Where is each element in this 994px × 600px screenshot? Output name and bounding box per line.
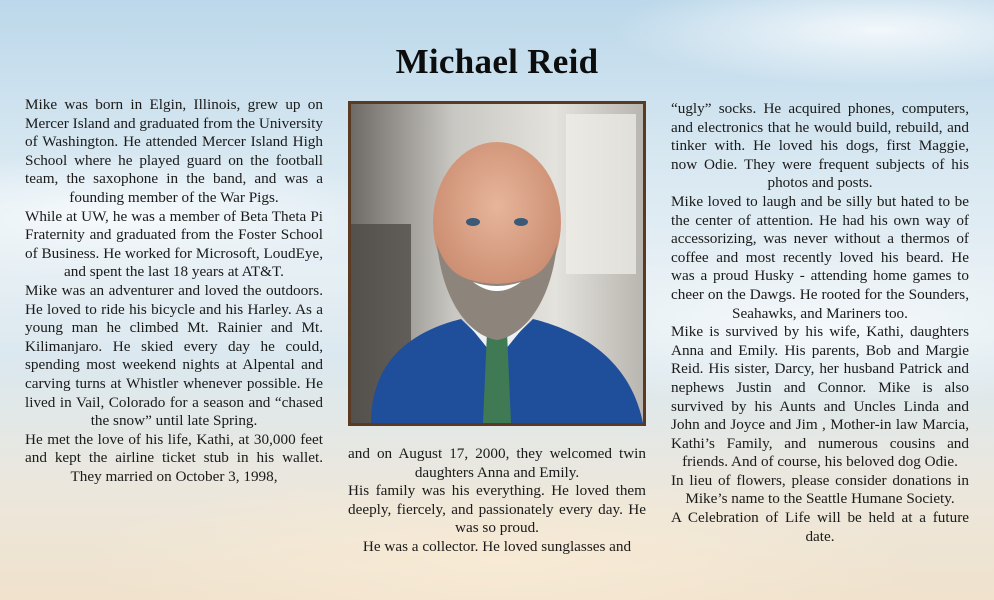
portrait-illustration: [351, 104, 643, 423]
window-panel: [566, 114, 636, 274]
paragraph: Mike was an adventurer and loved the outdoors. He loved to ride his bicycle and his Harley. As a young man he climbed Mt. Rainier and Mt. Kilimanjaro. He skied every day he could, spending most weekend nights at Alpental and carving turns at Whistler whenever possible. He lived in Vail, Colorado for a season and “chased the snow” until late Spring.: [25, 281, 323, 430]
left-eye: [466, 218, 480, 226]
right-eye: [514, 218, 528, 226]
tie: [483, 332, 511, 423]
paragraph: Mike is survived by his wife, Kathi, daughters Anna and Emily. His parents, Bob and Margie Reid. His sister, Darcy, her husband Patrick and nephews Justin and Connor. Mike is also survived by his Aunts and Uncles Linda and John and Joyce and Jim , Mother-in law Marcia, Kathi’s Family, and numerous cousins and friends. And of course, his beloved dog Odie.: [671, 323, 969, 471]
paragraph: In lieu of flowers, please consider donations in Mike’s name to the Seattle Humane Society.: [671, 471, 969, 508]
paragraph: Mike was born in Elgin, Illinois, grew up on Mercer Island and graduated from the University of Washington. He attended Mercer Island High School where he played guard on the football team, the saxophone in the band, and was a founding member of the War Pigs.: [25, 96, 323, 206]
paragraph: He was a collector. He loved sunglasses and: [362, 537, 632, 555]
paragraph: A Celebration of Life will be held at a future date.: [671, 509, 969, 545]
right-column: [671, 100, 969, 546]
left-column: [25, 96, 323, 486]
paragraph: and on August 17, 2000, they welcomed twin daughters Anna and Emily.: [348, 445, 646, 481]
portrait-photo: [348, 101, 646, 426]
page-title: Michael Reid: [395, 42, 599, 81]
paragraph: While at UW, he was a member of Beta Theta Pi Fraternity and graduated from the Foster School of Business. He worked for Microsoft, LoudEye, and spent the last 18 years at AT&T.: [25, 207, 323, 281]
paragraph: His family was his everything. He loved them deeply, fiercely, and passionately every day. He was so proud.: [348, 482, 646, 537]
paragraph: He met the love of his life, Kathi, at 30,000 feet and kept the airline ticket stub in his wallet. They married on October 3, 1998,: [25, 430, 323, 485]
paragraph: Mike loved to laugh and be silly but hated to be the center of attention. He had his own way of accessorizing, was never without a thermos of coffee and most recently loved his beard. He was a proud Husky - attending home games to cheer on the Dawgs. He rooted for the Sounders, Seahawks, and Mariners too.: [671, 192, 969, 322]
paragraph: “ugly” socks. He acquired phones, computers, and electronics that he would build, rebuild, and tinker with. He loved his dogs, first Maggie, now Odie. They were frequent subjects of his photos and posts.: [671, 100, 969, 192]
middle-column: [348, 445, 646, 557]
